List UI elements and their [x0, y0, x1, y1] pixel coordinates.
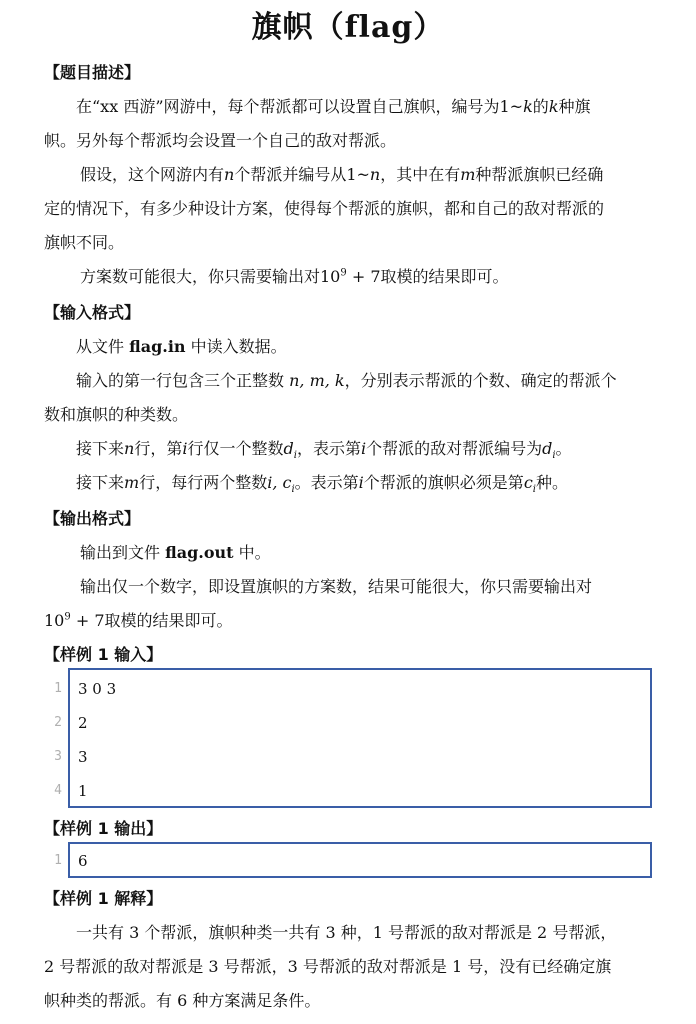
desc-line-4: 定的情况下，有多少种设计方案，使得每个帮派的旗帜，都和自己的敌对帮派的: [44, 199, 605, 218]
explanation-line-1: 一共有 3 个帮派，旗帜种类一共有 3 种，1 号帮派的敌对帮派是 2 号帮派，: [76, 923, 617, 942]
math-var: d: [542, 439, 553, 458]
line-number: 1: [54, 853, 62, 868]
text: 中。: [233, 543, 271, 562]
input-line-5: [76, 470, 688, 495]
text: 种旗: [558, 97, 591, 116]
output-line-3: [44, 608, 656, 631]
text: 。表示第: [294, 473, 359, 492]
text: 。: [555, 439, 572, 458]
text: 接下来: [76, 439, 125, 458]
section-heading-input: 【输入格式】: [44, 303, 141, 322]
math-var: i: [360, 439, 367, 458]
desc-line-1: [76, 94, 688, 117]
text: 行，第: [134, 439, 183, 458]
math-var: d: [283, 439, 294, 458]
math-var: c: [523, 473, 533, 492]
desc-line-5: 旗帜不同。: [44, 233, 125, 252]
text: 个帮派的敌对帮派编号为: [366, 439, 543, 458]
math-var: i: [182, 439, 188, 458]
explanation-line-3: 帜种类的帮派。有 6 种方案满足条件。: [44, 991, 321, 1010]
code-line: 6: [78, 852, 88, 870]
math-vars: i, c: [267, 473, 292, 492]
line-number: 1: [54, 681, 62, 696]
code-line: 1: [78, 782, 88, 800]
line-number: 4: [54, 783, 62, 798]
math-var: m: [124, 473, 140, 492]
section-heading-output: 【输出格式】: [44, 509, 141, 528]
output-line-2: 输出仅一个数字，即设置旗帜的方案数，结果可能很大，你只需要输出对: [80, 577, 593, 596]
text: 的: [532, 97, 549, 116]
math-vars: n, m, k: [289, 371, 345, 390]
filename: flag.out: [165, 543, 234, 562]
text: 输出到文件: [80, 543, 166, 562]
subscript: i: [293, 450, 297, 462]
input-line-3: 数和旗帜的种类数。: [44, 405, 189, 424]
text: 假设，这个网游内有: [80, 165, 225, 184]
text: 输入的第一行包含三个正整数: [76, 371, 290, 390]
text: 接下来: [76, 473, 125, 492]
explanation-line-2: 2 号帮派的敌对帮派是 3 号帮派，3 号帮派的敌对帮派是 1 号，没有已经确定旗: [44, 957, 612, 976]
text: ，分别表示帮派的个数、确定的帮派个: [344, 371, 617, 390]
text: 种帮派旗帜已经确: [475, 165, 604, 184]
math-var: k: [523, 97, 533, 116]
page-title: 旗帜（flag）: [251, 10, 445, 45]
math-var: m: [460, 165, 476, 184]
sample-input-box[interactable]: [68, 668, 652, 808]
text: 行仅一个整数: [187, 439, 284, 458]
input-line-1: [76, 334, 688, 357]
section-heading-sample-input: 【样例 1 输入】: [44, 645, 163, 664]
output-line-1: [80, 540, 692, 563]
desc-line-3: [80, 162, 692, 185]
text: 个帮派的旗帜必须是第: [363, 473, 524, 492]
math-var: n: [369, 165, 381, 184]
text: 个帮派并编号从1~: [234, 165, 370, 184]
text: 在“xx 西游”网游中，每个帮派都可以设置自己旗帜，编号为1~: [76, 97, 524, 116]
filename: flag.in: [129, 337, 186, 356]
math-var: k: [548, 97, 559, 116]
math-var: n: [124, 439, 135, 458]
text: 种。: [535, 473, 568, 492]
desc-line-6: [80, 264, 692, 287]
desc-line-2: 帜。另外每个帮派均会设置一个自己的敌对帮派。: [44, 131, 397, 150]
text: + 7取模的结果即可。: [346, 267, 509, 286]
text: ，其中在有: [380, 165, 461, 184]
subscript: i: [532, 484, 536, 496]
section-heading-description: 【题目描述】: [44, 63, 141, 82]
text: 方案数可能很大，你只需要输出对10: [80, 267, 341, 286]
code-line: 3 0 3: [78, 680, 117, 698]
sample-output-box[interactable]: [68, 842, 652, 878]
input-line-4: [76, 436, 688, 461]
text: 从文件: [76, 337, 130, 356]
section-heading-explanation: 【样例 1 解释】: [44, 889, 163, 908]
subscript: i: [552, 450, 556, 462]
math-var: n: [224, 165, 235, 184]
text: 行，每行两个整数: [139, 473, 268, 492]
exponent: 9: [64, 611, 71, 623]
subscript: i: [291, 484, 295, 496]
text: 10: [44, 611, 65, 630]
line-number: 3: [54, 749, 62, 764]
text: 中读入数据。: [185, 337, 287, 356]
code-line: 3: [78, 748, 88, 766]
math-var: i: [358, 473, 364, 492]
text: ，表示第: [296, 439, 361, 458]
input-line-2: [76, 368, 688, 391]
code-line: 2: [78, 714, 88, 732]
section-heading-sample-output: 【样例 1 输出】: [44, 819, 163, 838]
line-number: 2: [54, 715, 62, 730]
text: + 7取模的结果即可。: [70, 611, 233, 630]
exponent: 9: [340, 267, 347, 279]
